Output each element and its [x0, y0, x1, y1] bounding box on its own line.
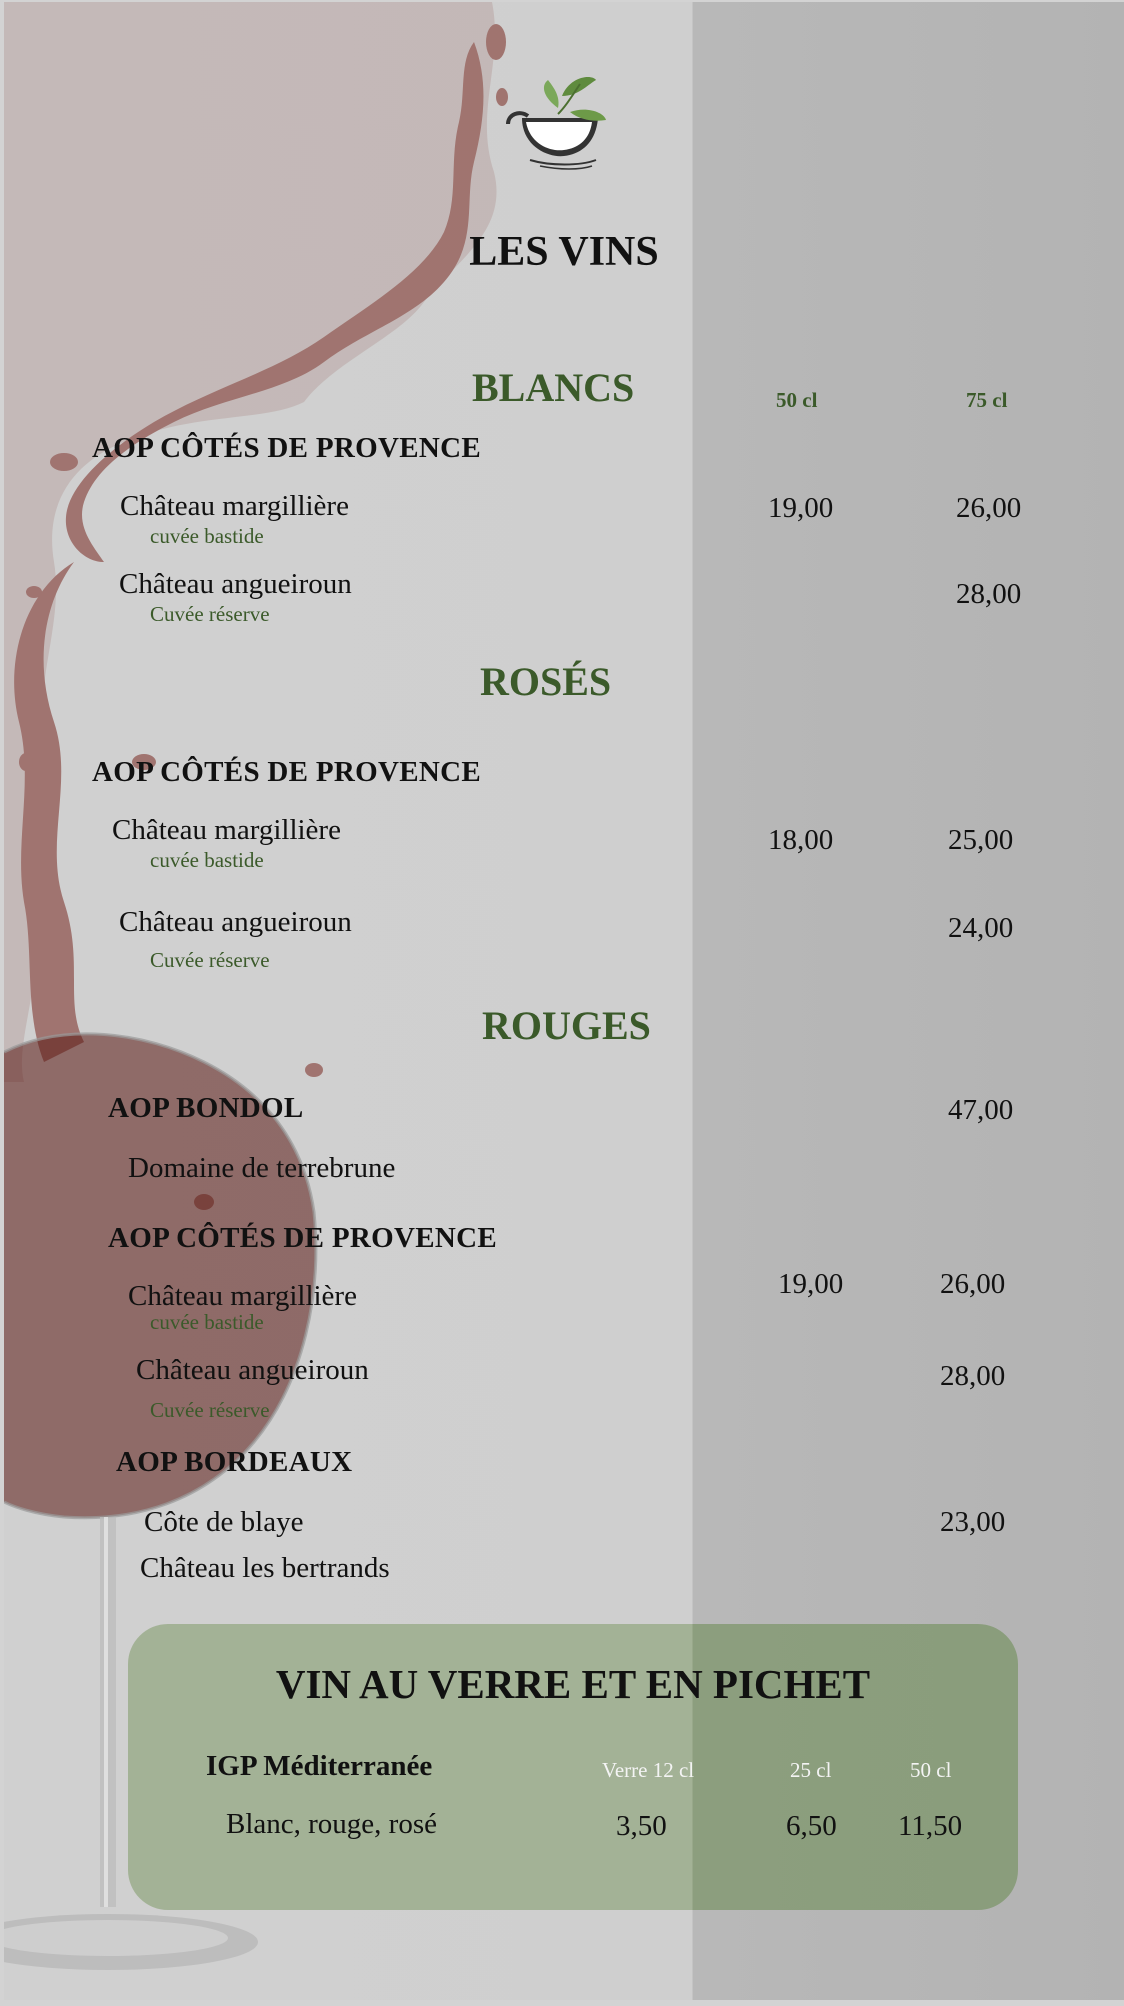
price-verre: 3,50 [616, 1810, 667, 1842]
price-50cl: 19,00 [778, 1268, 844, 1300]
wine-name: Château les bertrands [140, 1552, 390, 1584]
section-heading-blancs: BLANCS [472, 365, 635, 410]
price-75cl: 23,00 [940, 1506, 1006, 1538]
column-header-50cl: 50 cl [910, 1758, 952, 1782]
section-heading-rouges: ROUGES [482, 1003, 651, 1048]
price-50cl: 18,00 [768, 824, 834, 856]
wine-name: Château angueiroun [136, 1354, 369, 1386]
price-50cl: 19,00 [768, 492, 834, 524]
price-75cl: 26,00 [940, 1268, 1006, 1300]
price-75cl: 24,00 [948, 912, 1014, 944]
wine-cuvee: Cuvée réserve [150, 948, 270, 972]
wine-name: Château angueiroun [119, 568, 352, 600]
price-50cl: 11,50 [898, 1810, 963, 1842]
price-75cl: 28,00 [940, 1360, 1006, 1392]
wine-name: Château angueiroun [119, 906, 352, 938]
price-75cl: 28,00 [956, 578, 1022, 610]
menu-title: LES VINS [469, 229, 659, 275]
wine-cuvee: Cuvée réserve [150, 1398, 270, 1422]
wine-name: Côte de blaye [144, 1506, 304, 1538]
column-header-25cl: 25 cl [790, 1758, 832, 1782]
price-75cl: 25,00 [948, 824, 1014, 856]
appellation-heading: AOP CÔTÉS DE PROVENCE [92, 756, 481, 788]
igp-label: IGP Méditerranée [206, 1750, 433, 1782]
price-75cl: 47,00 [948, 1094, 1014, 1126]
wine-name: Château margillière [120, 490, 349, 522]
wine-name: Château margillière [112, 814, 341, 846]
appellation-heading: AOP CÔTÉS DE PROVENCE [108, 1222, 497, 1254]
wine-name: Château margillière [128, 1280, 357, 1312]
wine-cuvee: cuvée bastide [150, 848, 264, 872]
glass-panel-title: VIN AU VERRE ET EN PICHET [275, 1661, 871, 1707]
column-header-75cl: 75 cl [966, 388, 1008, 412]
column-header-50cl: 50 cl [776, 388, 818, 412]
price-25cl: 6,50 [786, 1810, 837, 1842]
glass-wine-panel [128, 1624, 1018, 1910]
wine-cuvee: cuvée bastide [150, 524, 264, 548]
teapot-leaves-logo-icon [500, 66, 620, 170]
wine-name: Domaine de terrebrune [128, 1152, 396, 1184]
column-header-verre: Verre 12 cl [602, 1758, 695, 1782]
section-heading-roses: ROSÉS [480, 659, 612, 704]
wine-name: Blanc, rouge, rosé [226, 1808, 437, 1840]
appellation-heading: AOP CÔTÉS DE PROVENCE [92, 432, 481, 464]
appellation-heading: AOP BONDOL [108, 1092, 304, 1124]
menu-page [4, 2, 1124, 2000]
wine-cuvee: Cuvée réserve [150, 602, 270, 626]
appellation-heading: AOP BORDEAUX [116, 1446, 353, 1478]
price-75cl: 26,00 [956, 492, 1022, 524]
wine-cuvee: cuvée bastide [150, 1310, 264, 1334]
